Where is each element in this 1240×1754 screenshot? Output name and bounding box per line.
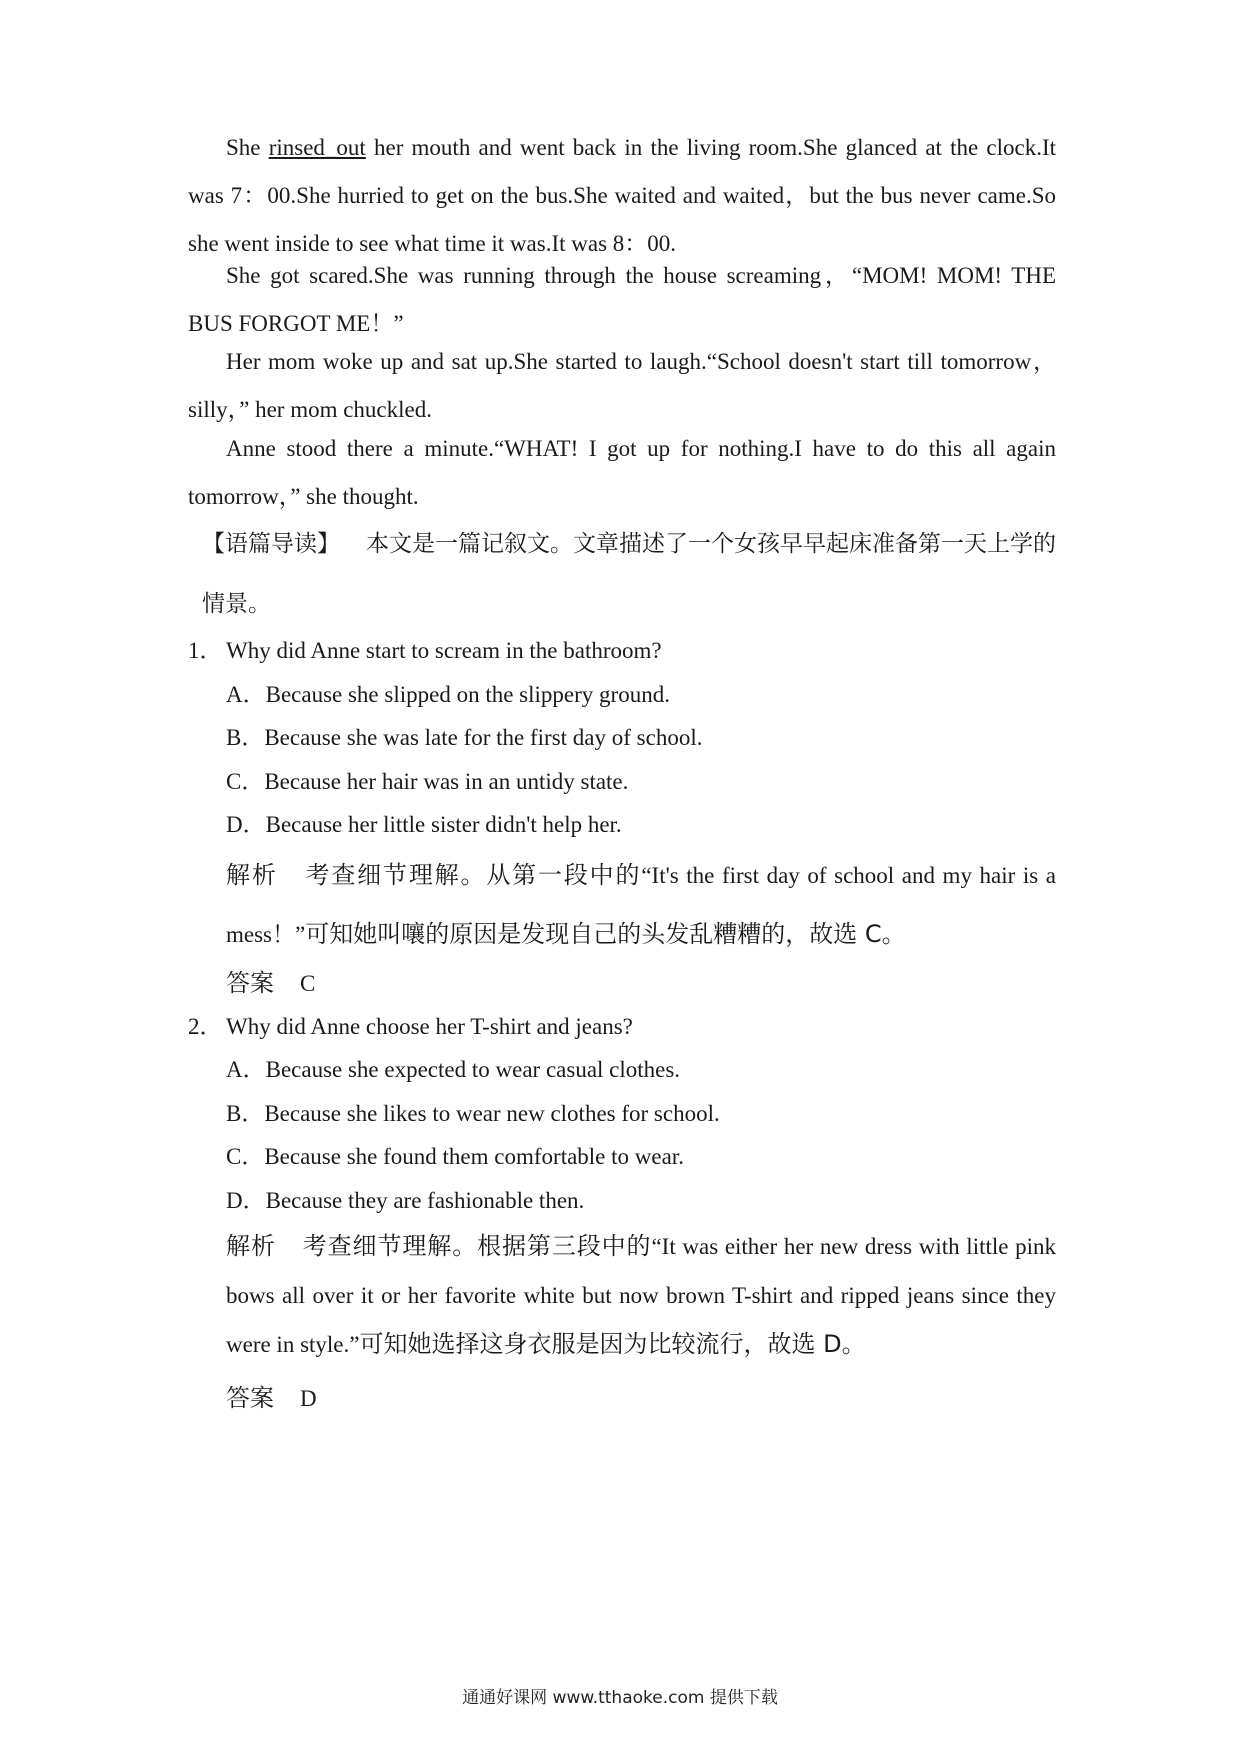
question-1-option-d: D．Because her little sister didn't help her. xyxy=(226,812,622,837)
question-1-answer xyxy=(226,959,315,1008)
question-2: 2． Why did Anne choose her T-shirt and jeans? xyxy=(188,1014,633,1039)
analysis-label: 解析 xyxy=(226,1232,276,1260)
page-footer: 通通好课网 www.tthaoke.com 提供下载 xyxy=(462,1688,778,1708)
answer-value: D xyxy=(300,1386,317,1411)
analysis-label: 解析 xyxy=(226,861,278,889)
question-1-analysis: 解析 考查细节理解。从第一段中的“It's the first day of school and my hair is a mess！”可知她叫嚷的原因是发现自己的头发乱糟糟的，故选 C。 xyxy=(226,861,1057,948)
answer-label: 答案 xyxy=(226,1384,274,1412)
reading-guide-text: 本文是一篇记叙文。文章描述了一个女孩早早起床准备第一天上学的情景。 xyxy=(202,531,1056,617)
question-2-option-c: C．Because she found them comfortable to wear. xyxy=(226,1144,684,1169)
question-2-option-d: D．Because they are fashionable then. xyxy=(226,1188,585,1213)
question-2-option-b: B．Because she likes to wear new clothes for school. xyxy=(226,1101,720,1126)
question-1-option-a: A．Because she slipped on the slippery ground. xyxy=(226,682,670,707)
passage-paragraph-1: She rinsed_out her mouth and went back in the living room.She glanced at the clock.It was 7：00.She hurried to get on the bus.She waited and waited，but the bus never came.So she went inside to see what time it was.It was 8：00. xyxy=(188,135,1056,256)
answer-value: C xyxy=(300,971,316,996)
reading-guide-label: 【语篇导读】 xyxy=(202,531,340,557)
reading-guide xyxy=(202,514,1056,634)
answer-label: 答案 xyxy=(226,969,274,997)
question-2-answer xyxy=(226,1374,317,1423)
question-1-option-c: C．Because her hair was in an untidy state. xyxy=(226,769,629,794)
passage-paragraph-3: Her mom woke up and sat up.She started to laugh.“School doesn't start till tomorrow，silly，” her mom chuckled. xyxy=(188,349,1056,422)
question-1-option-b: B．Because she was late for the first day of school. xyxy=(226,725,703,750)
passage-paragraph-4: Anne stood there a minute.“WHAT! I got up for nothing.I have to do this all again tomorrow，” she thought. xyxy=(188,436,1056,509)
question-2-option-a: A．Because she expected to wear casual clothes. xyxy=(226,1057,681,1082)
question-1: 1． Why did Anne start to scream in the bathroom? xyxy=(188,638,662,663)
question-2-analysis: 解析 考查细节理解。根据第三段中的“It was either her new dress with little pink bows all over it or her favorite white but now brown T-shirt and ripped jeans since they were in style.”可知她选择这身衣服是因为比较流行，故选 D。 xyxy=(226,1232,1057,1358)
passage-paragraph-2: She got scared.She was running through the house screaming，“MOM! MOM! THE BUS FORGOT ME！” xyxy=(188,263,1056,336)
underlined-phrase: rinsed_out xyxy=(268,135,366,160)
